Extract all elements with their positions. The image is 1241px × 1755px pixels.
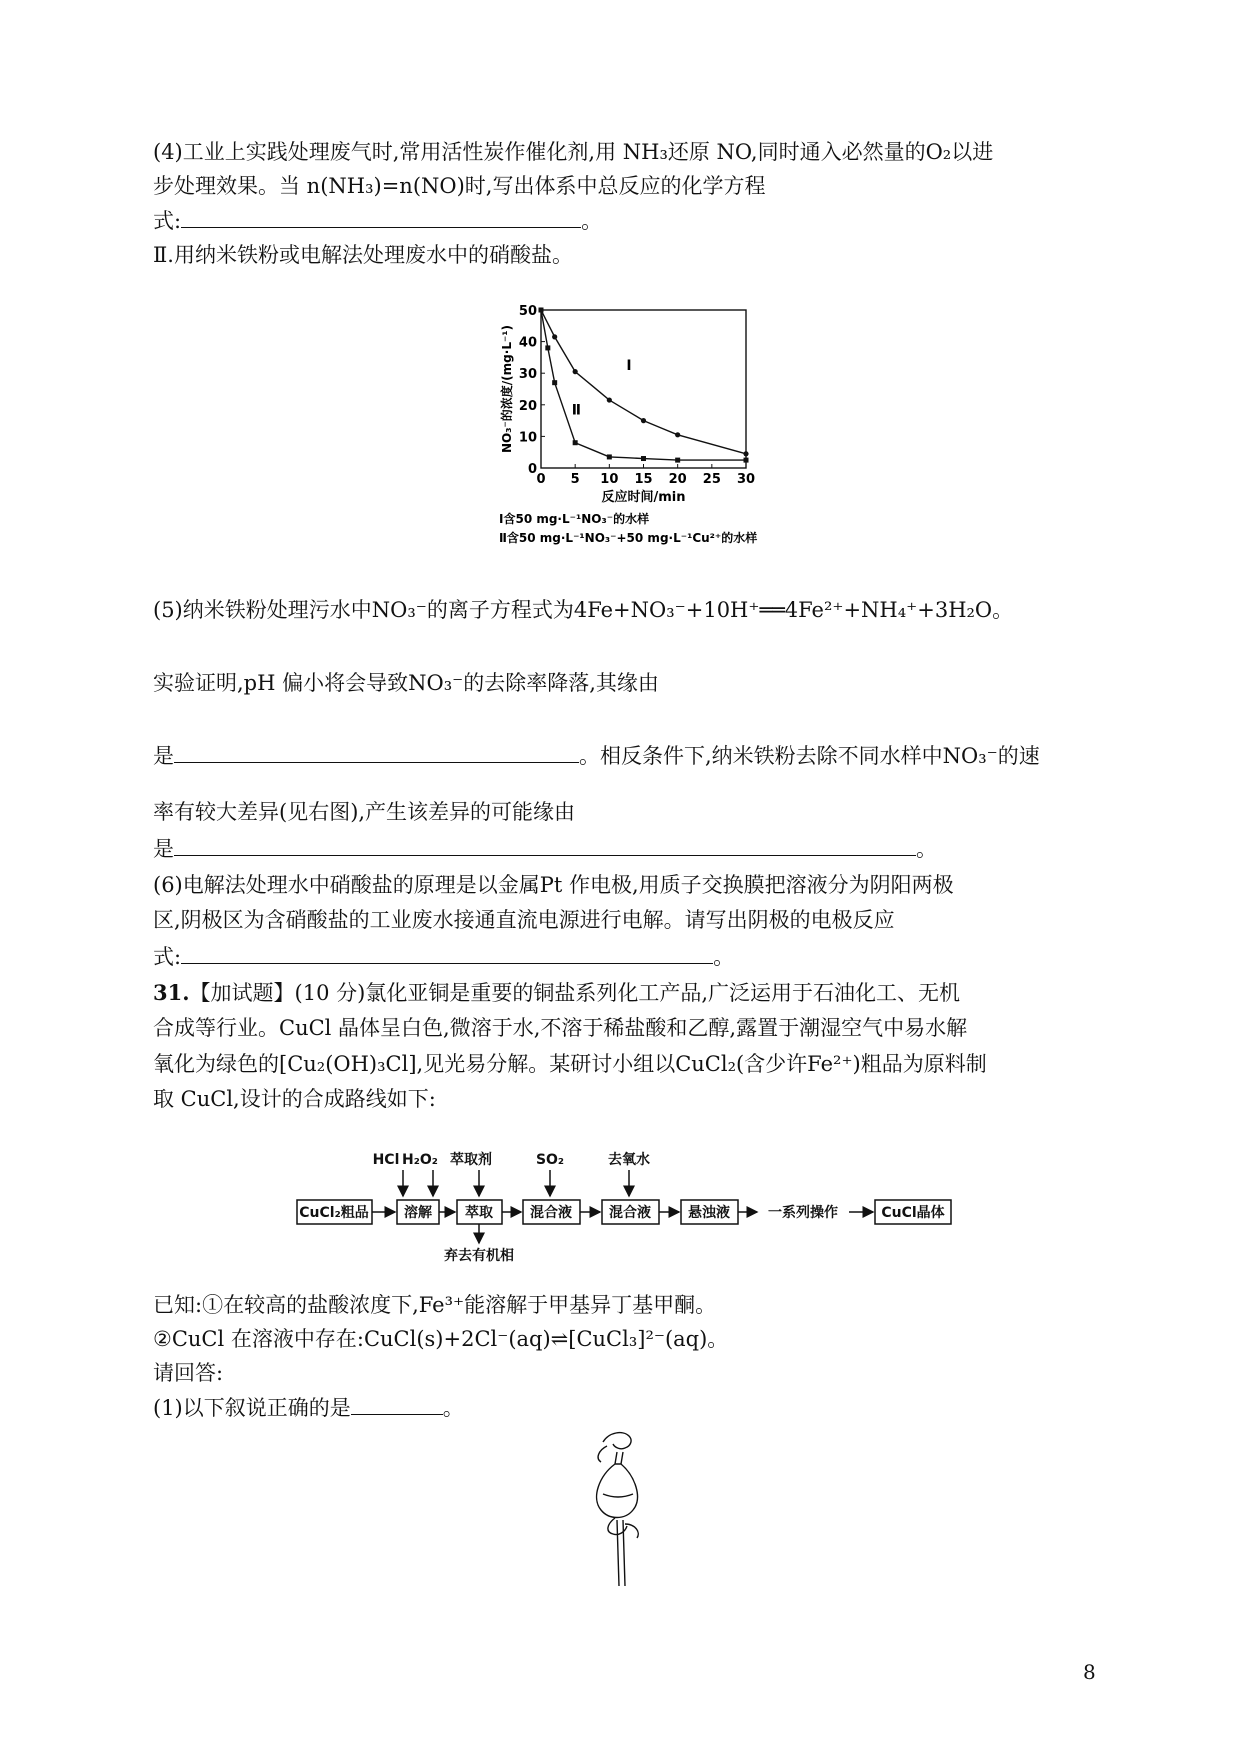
q5-line5 — [153, 833, 937, 864]
synthesis-flowchart — [295, 1148, 955, 1268]
known-line3: 请回答: — [153, 1361, 224, 1385]
legend-entry: Ⅱ含50 mg·L⁻¹NO₃⁻+50 mg·L⁻¹Cu²⁺的水样 — [499, 531, 758, 545]
y-axis-label: NO₃⁻的浓度/(mg·L⁻¹) — [500, 324, 514, 454]
q6-line1: (6)电解法处理水中硝酸盐的原理是以金属Pt 作电极,用质子交换膜把溶液分为阴阳两极 — [153, 873, 954, 897]
q5-line5-prefix: 是 — [153, 837, 174, 861]
box-dissolve: 溶解 — [404, 1205, 432, 1221]
x-tick-label: 10 — [600, 472, 619, 487]
answer-blank[interactable] — [181, 205, 581, 228]
plot-frame — [541, 310, 746, 468]
series-1-point — [675, 432, 680, 437]
q5-line5-suffix: 。 — [916, 837, 937, 861]
q31-line2: 合成等行业。CuCl 晶体呈白色,微溶于水,不溶于稀盐酸和乙醇,露置于潮湿空气中易水解 — [153, 1016, 968, 1040]
series-1-point — [607, 397, 612, 402]
reagent-deoxygenated-water: 去氧水 — [608, 1152, 650, 1168]
box-crude-cucl2: CuCl₂粗品 — [299, 1205, 369, 1221]
separatory-funnel-icon — [585, 1428, 660, 1588]
y-tick-label: 20 — [518, 398, 537, 414]
reagent-extractant: 萃取剂 — [450, 1152, 492, 1168]
x-tick-label: 0 — [536, 472, 546, 487]
q4-line3-suffix: 。 — [581, 209, 603, 233]
q5-line2: 实验证明,pH 偏小将会导致NO₃⁻的去除率降落,其缘由 — [153, 671, 659, 695]
chart-svg — [478, 300, 798, 570]
box-extract: 萃取 — [465, 1205, 493, 1221]
q6-line3-prefix: 式: — [153, 945, 182, 969]
x-tick-label: 20 — [668, 472, 687, 487]
known-line4-suffix: 。 — [442, 1396, 464, 1420]
series-2-point — [573, 440, 578, 445]
reagent-h2o2: H₂O₂ — [402, 1152, 438, 1168]
page-number: 8 — [1083, 1660, 1096, 1684]
series-2-point — [552, 380, 557, 385]
q5-line3 — [153, 740, 1040, 771]
reagent-hcl: HCl — [372, 1152, 400, 1168]
label-series-of-operations: 一系列操作 — [768, 1205, 838, 1221]
known-line1: 已知:①在较高的盐酸浓度下,Fe³⁺能溶解于甲基异丁基甲酮。 — [153, 1293, 717, 1317]
label-discard-organic-phase: 弃去有机相 — [444, 1248, 514, 1263]
answer-blank[interactable] — [174, 833, 916, 856]
box-cucl-crystal: CuCl晶体 — [881, 1205, 945, 1221]
y-tick-label: 40 — [518, 335, 537, 351]
x-axis-label: 反应时间/min — [601, 490, 686, 505]
known-line4-prefix: (1)以下叙说正确的是 — [153, 1396, 351, 1420]
q4-line2: 步处理效果。当 n(NH₃)=n(NO)时,写出体系中总反应的化学方程 — [153, 174, 766, 198]
q6-line2: 区,阴极区为含硝酸盐的工业废水接通直流电源进行电解。请写出阴极的电极反应 — [153, 908, 895, 932]
series-1-point — [552, 334, 557, 339]
x-tick-label: 25 — [702, 472, 721, 487]
series-1-point — [743, 451, 748, 456]
series-2-point — [744, 458, 749, 463]
q5-line4: 率有较大差异(见右图),产生该差异的可能缘由 — [153, 800, 576, 824]
x-tick-label: 5 — [570, 472, 580, 487]
series-2-point — [539, 308, 544, 313]
q5-line1: (5)纳米铁粉处理污水中NO₃⁻的离子方程式为4Fe+NO₃⁻+10H⁺══4Fe²⁺+NH₄⁺+3H₂O。 — [153, 598, 1014, 622]
series-line-2 — [541, 310, 746, 460]
separatory-funnel-illustration — [585, 1428, 660, 1593]
q6-line3 — [153, 941, 734, 972]
series-1-point — [573, 369, 578, 374]
series-2-point — [607, 454, 612, 459]
series-2-name: Ⅱ — [571, 402, 581, 419]
series-1-point — [641, 418, 646, 423]
known-line4 — [153, 1392, 464, 1423]
y-tick-label: 50 — [518, 304, 537, 319]
reagent-so2: SO₂ — [535, 1152, 565, 1168]
q4-line3-prefix: 式: — [153, 209, 182, 233]
legend-entry: Ⅰ含50 mg·L⁻¹NO₃⁻的水样 — [499, 512, 650, 526]
answer-blank[interactable] — [351, 1392, 443, 1415]
known-line2: ②CuCl 在溶液中存在:CuCl(s)+2Cl⁻(aq)⇌[CuCl₃]²⁻(aq)。 — [153, 1327, 729, 1351]
series-2-point — [675, 458, 680, 463]
box-mixture-2: 混合液 — [609, 1205, 651, 1221]
box-mixture-1: 混合液 — [530, 1205, 572, 1221]
q31-line3: 氧化为绿色的[Cu₂(OH)₃Cl],见光易分解。某研讨小组以CuCl₂(含少许Fe²⁺)粗品为原料制 — [153, 1052, 987, 1076]
q31-number: 31. — [153, 980, 190, 1005]
series-1-name: Ⅰ — [626, 358, 632, 375]
flowchart-svg — [295, 1148, 955, 1263]
q4-line1: (4)工业上实践处理废气时,常用活性炭作催化剂,用 NH₃还原 NO,同时通入必然量的O₂以进 — [153, 140, 994, 164]
x-tick-label: 30 — [736, 472, 756, 487]
series-2-point — [641, 456, 646, 461]
q31-line1-text: 【加试题】(10 分)氯化亚铜是重要的铜盐系列化工产品,广泛运用于石油化工、无机 — [189, 981, 961, 1005]
q4-line3 — [153, 205, 602, 236]
answer-blank[interactable] — [181, 941, 713, 964]
y-tick-label: 0 — [527, 462, 537, 477]
y-tick-label: 10 — [518, 430, 537, 446]
q31-line4: 取 CuCl,设计的合成路线如下: — [153, 1087, 436, 1111]
y-tick-label: 30 — [518, 367, 537, 383]
q6-line3-suffix: 。 — [713, 945, 735, 969]
answer-blank[interactable] — [174, 740, 579, 763]
section-2-heading: Ⅱ.用纳米铁粉或电解法处理废水中的硝酸盐。 — [153, 243, 573, 267]
q5-line3-prefix: 是 — [153, 744, 174, 768]
q31-line1 — [153, 978, 960, 1008]
x-tick-label: 15 — [634, 472, 653, 487]
series-2-point — [545, 345, 550, 350]
nitrate-concentration-chart — [478, 300, 798, 575]
box-suspension: 悬浊液 — [688, 1205, 730, 1221]
q5-line3-suffix: 。相反条件下,纳米铁粉去除不同水样中NO₃⁻的速 — [579, 744, 1040, 768]
